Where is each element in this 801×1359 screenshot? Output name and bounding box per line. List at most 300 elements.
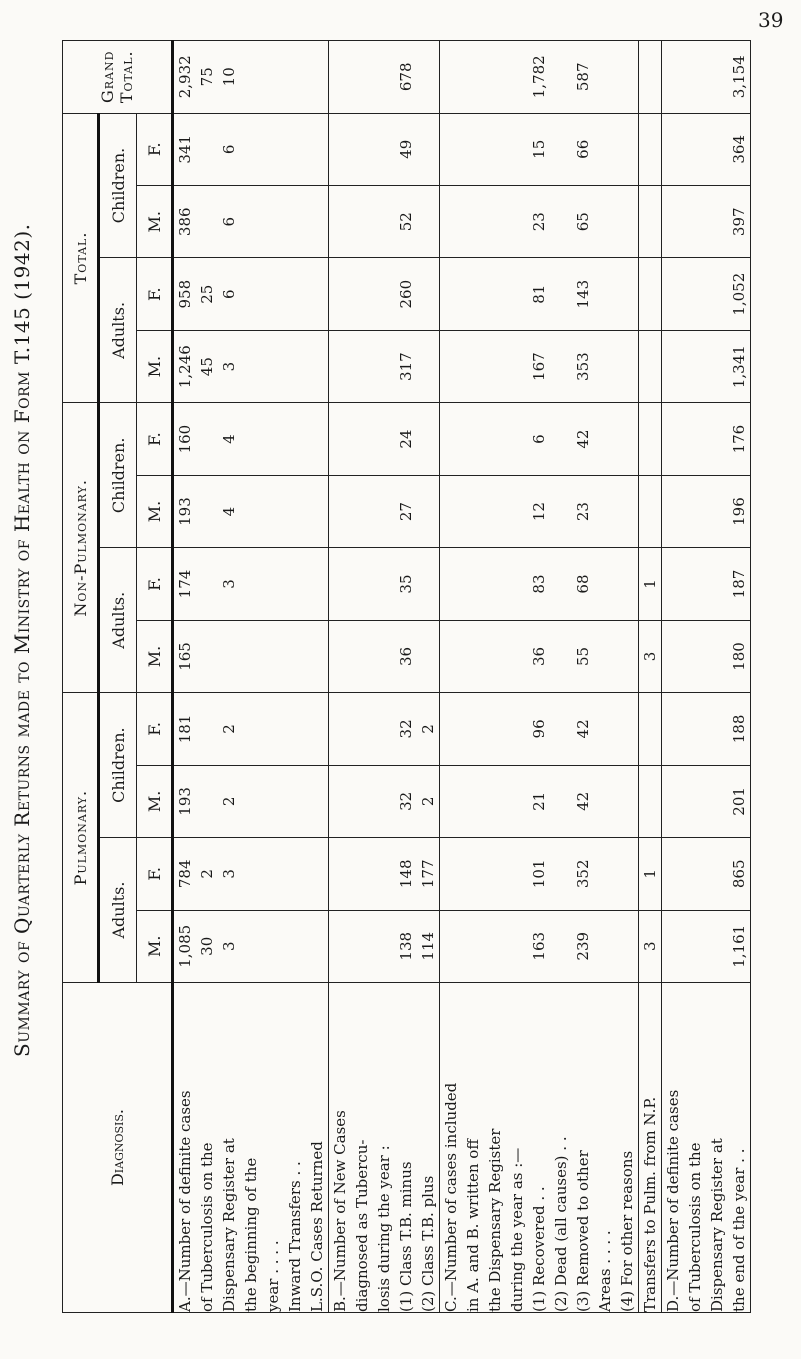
value-line — [351, 114, 373, 185]
value-line — [373, 258, 395, 329]
value-line: 55 — [574, 646, 592, 667]
sex-header-m: M. — [137, 765, 173, 837]
value-line — [284, 476, 306, 547]
diagnosis-cell — [440, 983, 639, 1313]
value-line — [351, 476, 373, 547]
diagnosis-line: the end of the year . . — [730, 1148, 748, 1312]
value-line — [684, 548, 706, 619]
page-number: 39 — [758, 8, 784, 32]
value-line — [284, 331, 306, 402]
value-line — [594, 548, 616, 619]
value-line — [329, 258, 351, 329]
value-line — [506, 331, 528, 402]
value-line — [484, 766, 506, 837]
value-line — [284, 766, 306, 837]
value-line: 177 — [419, 859, 437, 889]
value-line — [684, 41, 706, 113]
value-cell-total-adult-f — [440, 258, 639, 330]
value-line: 42 — [574, 429, 592, 449]
value-line — [440, 693, 462, 764]
value-line — [284, 548, 306, 619]
value-line — [462, 114, 484, 185]
value-line — [706, 186, 728, 257]
value-line — [329, 331, 351, 402]
value-line: 2 — [198, 869, 216, 879]
diagnosis-line: A.—Number of definite cases — [176, 1090, 194, 1312]
value-line — [506, 621, 528, 692]
value-line — [484, 186, 506, 257]
value-line — [262, 766, 284, 837]
non-pulmonary-adults-header: Adults. — [99, 548, 137, 693]
value-line: 4 — [220, 506, 238, 517]
value-cell-pulm-child-m — [173, 765, 329, 837]
value-line — [484, 838, 506, 909]
value-line — [594, 621, 616, 692]
value-line — [462, 331, 484, 402]
value-line — [329, 548, 351, 619]
value-line: 23 — [530, 212, 548, 232]
value-line: 148 — [397, 859, 415, 889]
value-line — [262, 186, 284, 257]
value-line — [284, 186, 306, 257]
value-line — [306, 766, 328, 837]
value-cell-nonpulm-adult-m — [329, 620, 440, 692]
value-line — [639, 766, 661, 837]
value-line — [240, 838, 262, 909]
diagnosis-cell — [329, 983, 440, 1313]
value-line — [262, 548, 284, 619]
value-line: 10 — [220, 67, 238, 87]
value-line — [306, 41, 328, 113]
value-line — [550, 621, 572, 692]
value-line — [662, 186, 684, 257]
value-line — [484, 114, 506, 185]
value-line — [662, 693, 684, 764]
value-line — [506, 114, 528, 185]
value-line — [351, 766, 373, 837]
value-cell-nonpulm-adult-m — [639, 620, 662, 692]
value-line — [662, 331, 684, 402]
diagnosis-line: Dispensary Register at — [708, 1138, 726, 1312]
value-line — [262, 693, 284, 764]
value-cell-pulm-adult-f — [662, 838, 751, 910]
diagnosis-line: losis during the year : — [375, 1145, 393, 1312]
value-line: 260 — [397, 279, 415, 309]
value-line — [550, 476, 572, 547]
value-line — [462, 476, 484, 547]
value-line — [351, 331, 373, 402]
value-cell-nonpulm-adult-f — [639, 548, 662, 620]
value-line — [484, 476, 506, 547]
value-line — [196, 548, 218, 619]
value-line: 317 — [397, 352, 415, 381]
value-line — [306, 186, 328, 257]
value-cell-grand-total — [662, 41, 751, 114]
non-pulmonary-children-header: Children. — [99, 403, 137, 548]
value-line — [373, 838, 395, 909]
value-line — [351, 186, 373, 257]
value-line — [329, 766, 351, 837]
value-line: 96 — [530, 719, 548, 739]
diagnosis-line: L.S.O. Cases Returned — [308, 1141, 326, 1312]
value-cell-pulm-adult-m — [639, 910, 662, 982]
value-line — [706, 403, 728, 474]
returns-table-sheet — [62, 40, 748, 1313]
value-line — [306, 911, 328, 982]
value-line — [594, 41, 616, 113]
value-line — [284, 621, 306, 692]
value-line — [284, 403, 306, 474]
value-line: 30 — [198, 936, 216, 956]
value-line — [506, 403, 528, 474]
value-line: 865 — [730, 859, 748, 889]
value-line — [594, 258, 616, 329]
value-line: 2 — [419, 796, 437, 807]
value-line — [550, 258, 572, 329]
value-line — [417, 476, 439, 547]
value-line — [662, 766, 684, 837]
value-cell-nonpulm-child-m — [173, 475, 329, 547]
value-line — [616, 838, 638, 909]
diagnosis-line: B.—Number of New Cases — [331, 1110, 349, 1312]
value-cell-total-adult-f — [329, 258, 440, 330]
value-cell-grand-total — [329, 41, 440, 114]
value-line — [329, 41, 351, 113]
value-cell-total-adult-m — [440, 330, 639, 402]
value-line — [440, 331, 462, 402]
value-cell-nonpulm-adult-m — [440, 620, 639, 692]
value-line — [462, 766, 484, 837]
value-cell-pulm-adult-f — [440, 838, 639, 910]
value-cell-total-child-m — [173, 186, 329, 258]
value-line: 176 — [730, 424, 748, 454]
value-cell-nonpulm-child-m — [639, 475, 662, 547]
value-line: 49 — [397, 139, 415, 159]
value-cell-total-adult-m — [662, 330, 751, 402]
value-line — [351, 621, 373, 692]
value-line: 2 — [419, 724, 437, 734]
value-line — [484, 911, 506, 982]
value-cell-total-child-f — [329, 113, 440, 185]
value-cell-nonpulm-child-f — [662, 403, 751, 475]
value-cell-total-adult-f — [173, 258, 329, 330]
value-line — [417, 548, 439, 619]
value-line — [440, 403, 462, 474]
value-line: 101 — [530, 859, 548, 889]
value-line — [662, 41, 684, 113]
value-line — [506, 476, 528, 547]
diagnosis-cell — [662, 983, 751, 1313]
value-cell-total-adult-m — [329, 330, 440, 402]
value-line — [684, 838, 706, 909]
value-line — [462, 621, 484, 692]
value-line — [329, 693, 351, 764]
sex-header-m: M. — [137, 186, 173, 258]
value-line — [616, 186, 638, 257]
value-line: 3 — [220, 869, 238, 879]
value-line — [373, 621, 395, 692]
value-line: 66 — [574, 139, 592, 159]
sex-header-f: F. — [137, 403, 173, 475]
diagnosis-line: the Dispensary Register — [486, 1128, 504, 1312]
value-line — [306, 476, 328, 547]
value-line — [706, 766, 728, 837]
value-line — [373, 911, 395, 982]
value-line — [440, 838, 462, 909]
value-line: 3 — [220, 361, 238, 372]
value-line — [506, 838, 528, 909]
value-line — [616, 548, 638, 619]
value-line — [262, 258, 284, 329]
value-line — [218, 621, 240, 692]
value-cell-nonpulm-adult-f — [662, 548, 751, 620]
value-line: 2,932 — [176, 55, 194, 99]
diagnosis-line: Transfers to Pulm. from N.P. — [641, 1096, 659, 1312]
sex-header-f: F. — [137, 693, 173, 765]
value-line — [417, 114, 439, 185]
value-line — [662, 911, 684, 982]
value-cell-grand-total — [639, 41, 662, 114]
value-cell-nonpulm-adult-m — [662, 620, 751, 692]
value-line — [616, 766, 638, 837]
value-line: 3,154 — [730, 55, 748, 99]
value-line — [639, 41, 661, 113]
value-line — [684, 693, 706, 764]
grand-total-header-line-1: Grand — [98, 50, 117, 104]
value-line — [240, 186, 262, 257]
value-line — [484, 331, 506, 402]
value-line — [373, 693, 395, 764]
value-line — [616, 693, 638, 764]
value-line — [196, 403, 218, 474]
value-line: 42 — [574, 791, 592, 811]
value-line — [484, 403, 506, 474]
value-line — [462, 403, 484, 474]
value-line — [462, 693, 484, 764]
value-line: 42 — [574, 719, 592, 739]
value-line — [550, 766, 572, 837]
value-line — [351, 258, 373, 329]
diagnosis-line: (1) Recovered . . — [530, 1186, 548, 1312]
value-line: 163 — [530, 931, 548, 961]
sex-header-f: F. — [137, 113, 173, 185]
value-line: 45 — [198, 357, 216, 377]
value-line — [262, 331, 284, 402]
diagnosis-header: Diagnosis. — [63, 983, 173, 1313]
value-line — [684, 258, 706, 329]
value-line — [594, 476, 616, 547]
diagnosis-line: (2) Dead (all causes) . . — [552, 1136, 570, 1312]
value-line — [550, 186, 572, 257]
value-cell-total-child-f — [440, 113, 639, 185]
value-cell-nonpulm-adult-f — [173, 548, 329, 620]
value-line — [196, 693, 218, 764]
value-line — [616, 403, 638, 474]
value-line — [594, 911, 616, 982]
value-line: 6 — [220, 216, 238, 227]
value-line — [240, 476, 262, 547]
value-cell-pulm-adult-f — [329, 838, 440, 910]
diagnosis-line: (3) Removed to other — [574, 1150, 592, 1312]
value-line — [550, 114, 572, 185]
value-cell-pulm-adult-f — [639, 838, 662, 910]
value-line — [440, 476, 462, 547]
value-line — [196, 621, 218, 692]
value-line — [196, 476, 218, 547]
value-line — [662, 403, 684, 474]
value-line — [373, 114, 395, 185]
value-line — [462, 258, 484, 329]
value-cell-total-adult-f — [662, 258, 751, 330]
value-line: 75 — [198, 67, 216, 87]
value-line: 193 — [176, 787, 194, 816]
value-line — [351, 911, 373, 982]
value-line: 187 — [730, 569, 748, 599]
value-line — [329, 838, 351, 909]
value-line — [616, 621, 638, 692]
value-cell-nonpulm-child-m — [662, 475, 751, 547]
value-line — [506, 693, 528, 764]
value-line — [706, 258, 728, 329]
value-line: 1,246 — [176, 345, 194, 389]
diagnosis-line: Inward Transfers . . — [286, 1161, 304, 1312]
value-line — [594, 114, 616, 185]
value-cell-nonpulm-child-f — [173, 403, 329, 475]
value-line — [440, 621, 462, 692]
value-line — [506, 911, 528, 982]
value-line — [550, 693, 572, 764]
value-line: 12 — [530, 502, 548, 522]
value-line: 364 — [730, 134, 748, 164]
value-cell-nonpulm-adult-m — [173, 620, 329, 692]
value-line: 1 — [641, 579, 659, 589]
pulmonary-children-header: Children. — [99, 693, 137, 838]
grand-total-header — [63, 41, 173, 114]
value-line: 193 — [176, 497, 194, 526]
value-line — [662, 548, 684, 619]
value-line — [284, 838, 306, 909]
value-line — [351, 838, 373, 909]
value-line — [440, 548, 462, 619]
value-line — [262, 41, 284, 113]
value-cell-grand-total — [440, 41, 639, 114]
value-line: 36 — [397, 646, 415, 667]
diagnosis-line: (1) Class T.B. minus — [397, 1161, 415, 1312]
value-line — [662, 838, 684, 909]
value-line: 167 — [530, 352, 548, 381]
value-line — [373, 548, 395, 619]
value-line: 6 — [220, 144, 238, 155]
value-line: 2 — [220, 724, 238, 734]
value-line — [329, 911, 351, 982]
diagnosis-line: year . . . . — [264, 1240, 282, 1312]
value-line: 958 — [176, 279, 194, 309]
value-line — [262, 114, 284, 185]
diagnosis-line: (2) Class T.B. plus — [419, 1175, 437, 1312]
value-line — [639, 331, 661, 402]
value-line: 52 — [397, 212, 415, 232]
value-cell-pulm-adult-m — [173, 910, 329, 982]
value-line — [329, 114, 351, 185]
diagnosis-cell — [173, 983, 329, 1313]
sex-header-m: M. — [137, 910, 173, 982]
value-line: 35 — [397, 574, 415, 594]
value-line — [440, 766, 462, 837]
value-line: 1,161 — [730, 924, 748, 968]
value-cell-nonpulm-adult-f — [440, 548, 639, 620]
value-line: 32 — [397, 791, 415, 811]
value-line — [462, 41, 484, 113]
value-line — [550, 911, 572, 982]
diagnosis-line: Areas . . . . — [596, 1230, 614, 1312]
value-line — [329, 621, 351, 692]
value-line — [240, 911, 262, 982]
table-row — [329, 41, 440, 1313]
value-line: 138 — [397, 931, 415, 961]
table-row — [173, 41, 329, 1313]
value-line: 21 — [530, 791, 548, 811]
value-line — [484, 548, 506, 619]
value-cell-pulm-adult-f — [173, 838, 329, 910]
value-cell-pulm-child-f — [173, 693, 329, 765]
value-line — [351, 41, 373, 113]
value-line: 32 — [397, 719, 415, 739]
table-row — [639, 41, 662, 1313]
value-line: 15 — [530, 139, 548, 159]
value-line — [462, 911, 484, 982]
value-line — [506, 186, 528, 257]
value-line — [594, 766, 616, 837]
value-line: 2 — [220, 796, 238, 807]
total-children-header: Children. — [99, 113, 137, 258]
value-line — [373, 476, 395, 547]
value-line — [240, 114, 262, 185]
value-cell-pulm-child-f — [329, 693, 440, 765]
value-line — [550, 838, 572, 909]
value-line: 239 — [574, 931, 592, 961]
value-line — [616, 331, 638, 402]
returns-table — [62, 40, 751, 1313]
value-line — [373, 331, 395, 402]
value-cell-pulm-adult-m — [662, 910, 751, 982]
value-line — [262, 476, 284, 547]
sex-header-m: M. — [137, 330, 173, 402]
value-line: 24 — [397, 429, 415, 449]
value-line: 143 — [574, 279, 592, 309]
value-line: 1,085 — [176, 924, 194, 968]
diagnosis-line: of Tuberculosis on the — [686, 1142, 704, 1312]
value-line — [706, 331, 728, 402]
value-line — [506, 258, 528, 329]
value-line: 6 — [530, 434, 548, 444]
value-line — [417, 403, 439, 474]
value-cell-nonpulm-child-f — [329, 403, 440, 475]
diagnosis-line: the beginning of the — [242, 1157, 260, 1312]
value-line — [462, 548, 484, 619]
diagnosis-line: Dispensary Register at — [220, 1138, 238, 1312]
diagnosis-line: C.—Number of cases included — [442, 1082, 460, 1312]
value-line: 341 — [176, 134, 194, 164]
value-line: 23 — [574, 502, 592, 522]
value-cell-pulm-adult-m — [329, 910, 440, 982]
value-line: 1,052 — [730, 272, 748, 316]
value-line — [262, 621, 284, 692]
value-line — [484, 41, 506, 113]
value-line — [616, 41, 638, 113]
value-line — [706, 911, 728, 982]
value-line — [616, 258, 638, 329]
value-line — [684, 621, 706, 692]
